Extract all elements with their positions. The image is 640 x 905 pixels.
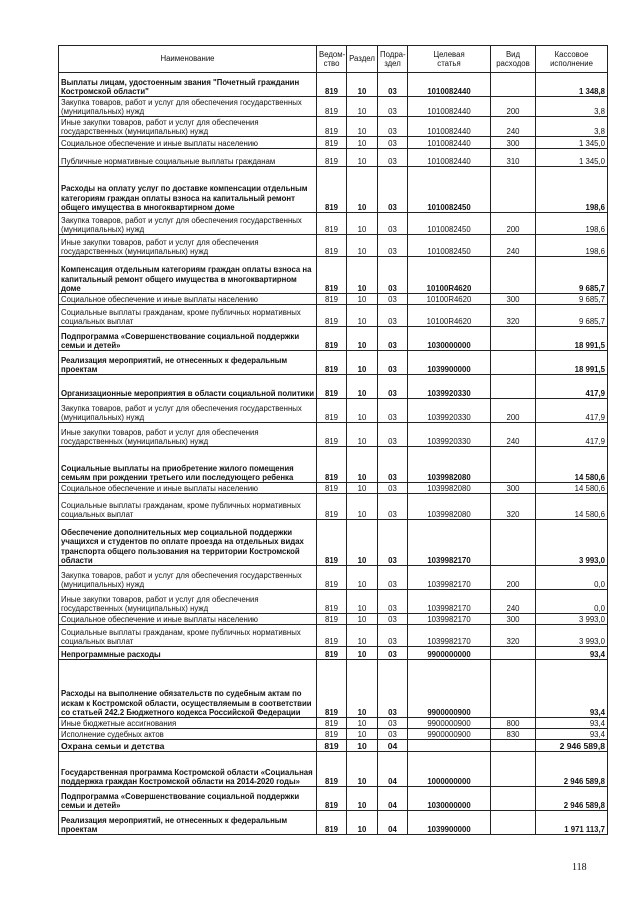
cell-podrazdel: 03: [378, 647, 408, 660]
cell-name: Иные бюджетные ассигнования: [59, 718, 317, 729]
table-row: [59, 351, 608, 375]
cell-razdel: 10: [347, 660, 378, 718]
cell-podrazdel: 03: [378, 483, 408, 494]
table-row: [59, 752, 608, 787]
cell-kass: 2 946 589,8: [536, 740, 608, 752]
header-kass: Кассовое исполнение: [536, 46, 608, 73]
cell-razdel: 10: [347, 305, 378, 327]
table-row: [59, 423, 608, 447]
cell-kass: 93,4: [536, 647, 608, 660]
cell-podrazdel: 04: [378, 740, 408, 752]
cell-podrazdel: 03: [378, 614, 408, 625]
cell-ved: 819: [317, 494, 347, 520]
cell-razdel: 10: [347, 740, 378, 752]
cell-vid: [491, 811, 536, 835]
cell-vid: [491, 327, 536, 351]
cell-name: Социальное обеспечение и иные выплаты населению: [59, 614, 317, 625]
cell-target: 1030000000: [408, 787, 491, 811]
cell-ved: 819: [317, 167, 347, 213]
cell-name: Обеспечение дополнительных мер социальной поддержки учащихся и студентов по оплате проезда на отдельных видах транспорта общего пользования на территории Костромской области: [59, 520, 317, 566]
cell-podrazdel: 03: [378, 375, 408, 399]
cell-vid: 320: [491, 625, 536, 647]
cell-name: Социальные выплаты на приобретение жилого помещения семьям при рождении третьего или последующего ребенка: [59, 447, 317, 483]
cell-razdel: 10: [347, 137, 378, 149]
cell-kass: 1 971 113,7: [536, 811, 608, 835]
cell-vid: [491, 740, 536, 752]
cell-target: 1039920330: [408, 399, 491, 423]
cell-vid: 300: [491, 614, 536, 625]
cell-kass: 9 685,7: [536, 305, 608, 327]
cell-podrazdel: 03: [378, 97, 408, 117]
header-name: Наименование: [59, 46, 317, 73]
cell-vid: 800: [491, 718, 536, 729]
cell-razdel: 10: [347, 729, 378, 740]
cell-target: 1039920330: [408, 375, 491, 399]
cell-target: 1010082450: [408, 235, 491, 257]
cell-target: 1039920330: [408, 423, 491, 447]
cell-razdel: 10: [347, 483, 378, 494]
cell-name: Иные закупки товаров, работ и услуг для обеспечения государственных (муниципальных) нужд: [59, 235, 317, 257]
cell-ved: 819: [317, 97, 347, 117]
table-row: [59, 520, 608, 566]
cell-ved: 819: [317, 117, 347, 137]
cell-target: 1010082440: [408, 149, 491, 167]
cell-vid: 300: [491, 137, 536, 149]
cell-name: Иные закупки товаров, работ и услуг для обеспечения государственных (муниципальных) нужд: [59, 590, 317, 614]
cell-ved: 819: [317, 351, 347, 375]
cell-target: 1039982170: [408, 566, 491, 590]
cell-kass: 18 991,5: [536, 327, 608, 351]
cell-kass: 417,9: [536, 375, 608, 399]
table-row: [59, 235, 608, 257]
table-body: [59, 73, 608, 835]
cell-razdel: 10: [347, 590, 378, 614]
cell-target: 1039982170: [408, 614, 491, 625]
cell-target: 1039982170: [408, 520, 491, 566]
cell-target: 1039982080: [408, 483, 491, 494]
cell-razdel: 10: [347, 149, 378, 167]
cell-razdel: 10: [347, 375, 378, 399]
cell-vid: 200: [491, 566, 536, 590]
cell-vid: 830: [491, 729, 536, 740]
cell-vid: [491, 787, 536, 811]
cell-vid: 240: [491, 117, 536, 137]
table-row: [59, 137, 608, 149]
table-row: [59, 327, 608, 351]
cell-ved: 819: [317, 235, 347, 257]
cell-name: Закупка товаров, работ и услуг для обеспечения государственных (муниципальных) нужд: [59, 97, 317, 117]
cell-razdel: 10: [347, 494, 378, 520]
cell-razdel: 10: [347, 257, 378, 294]
cell-razdel: 10: [347, 294, 378, 305]
cell-vid: [491, 447, 536, 483]
cell-kass: 14 580,6: [536, 494, 608, 520]
cell-target: 1010082450: [408, 213, 491, 235]
cell-razdel: 10: [347, 566, 378, 590]
cell-podrazdel: 03: [378, 351, 408, 375]
cell-podrazdel: 03: [378, 167, 408, 213]
cell-podrazdel: 04: [378, 811, 408, 835]
table-row: [59, 305, 608, 327]
cell-target: [408, 740, 491, 752]
cell-kass: 3,8: [536, 117, 608, 137]
cell-kass: 2 946 589,8: [536, 787, 608, 811]
table-row: [59, 494, 608, 520]
cell-name: Реализация мероприятий, не отнесенных к федеральным проектам: [59, 811, 317, 835]
cell-kass: 3 993,0: [536, 614, 608, 625]
cell-ved: 819: [317, 137, 347, 149]
cell-podrazdel: 03: [378, 660, 408, 718]
cell-podrazdel: 03: [378, 520, 408, 566]
cell-target: 1039900000: [408, 351, 491, 375]
cell-kass: 417,9: [536, 423, 608, 447]
cell-razdel: 10: [347, 423, 378, 447]
cell-razdel: 10: [347, 73, 378, 97]
cell-podrazdel: 03: [378, 149, 408, 167]
cell-ved: 819: [317, 660, 347, 718]
cell-target: 1010082440: [408, 137, 491, 149]
cell-target: 1010082440: [408, 97, 491, 117]
cell-ved: 819: [317, 566, 347, 590]
cell-razdel: 10: [347, 213, 378, 235]
table-row: [59, 483, 608, 494]
cell-vid: [491, 73, 536, 97]
cell-kass: 198,6: [536, 235, 608, 257]
table-row: [59, 566, 608, 590]
cell-name: Подпрограмма «Совершенствование социальной поддержки семьи и детей»: [59, 787, 317, 811]
table-row: [59, 213, 608, 235]
cell-ved: 819: [317, 625, 347, 647]
cell-target: 1030000000: [408, 327, 491, 351]
cell-podrazdel: 03: [378, 718, 408, 729]
table-row: [59, 787, 608, 811]
cell-podrazdel: 03: [378, 590, 408, 614]
cell-kass: 417,9: [536, 399, 608, 423]
cell-razdel: 10: [347, 625, 378, 647]
cell-name: Компенсация отдельным категориям граждан оплаты взноса на капитальный ремонт общего имущества в многоквартирном доме: [59, 257, 317, 294]
table-row: [59, 294, 608, 305]
cell-name: Социальное обеспечение и иные выплаты населению: [59, 483, 317, 494]
cell-podrazdel: 03: [378, 235, 408, 257]
cell-razdel: 10: [347, 117, 378, 137]
cell-kass: 1 348,8: [536, 73, 608, 97]
cell-ved: 819: [317, 614, 347, 625]
budget-table: [58, 45, 608, 835]
cell-kass: 1 345,0: [536, 137, 608, 149]
cell-name: Государственная программа Костромской области «Социальная поддержка граждан Костромской области на 2014-2020 годы»: [59, 752, 317, 787]
cell-ved: 819: [317, 752, 347, 787]
cell-podrazdel: 04: [378, 787, 408, 811]
cell-podrazdel: 03: [378, 305, 408, 327]
header-razdel: Раздел: [347, 46, 378, 73]
cell-target: 10100R4620: [408, 257, 491, 294]
cell-name: Расходы на оплату услуг по доставке компенсации отдельным категориям граждан оплаты взноса на капитальный ремонт общего имущества в многоквартирном доме: [59, 167, 317, 213]
cell-kass: 14 580,6: [536, 483, 608, 494]
header-podrazdel: Подра- здел: [378, 46, 408, 73]
cell-vid: [491, 520, 536, 566]
cell-vid: [491, 375, 536, 399]
cell-kass: 9 685,7: [536, 257, 608, 294]
cell-podrazdel: 03: [378, 423, 408, 447]
cell-name: Закупка товаров, работ и услуг для обеспечения государственных (муниципальных) нужд: [59, 399, 317, 423]
cell-name: Выплаты лицам, удостоенным звания "Почетный гражданин Костромской области": [59, 73, 317, 97]
cell-razdel: 10: [347, 718, 378, 729]
table-row: [59, 590, 608, 614]
cell-target: 9900000000: [408, 647, 491, 660]
cell-podrazdel: 03: [378, 117, 408, 137]
table-row: [59, 740, 608, 752]
cell-kass: 3,8: [536, 97, 608, 117]
cell-razdel: 10: [347, 327, 378, 351]
cell-vid: [491, 167, 536, 213]
cell-vid: 240: [491, 590, 536, 614]
cell-vid: [491, 351, 536, 375]
cell-vid: 240: [491, 235, 536, 257]
cell-ved: 819: [317, 213, 347, 235]
cell-ved: 819: [317, 294, 347, 305]
cell-target: 9900000900: [408, 718, 491, 729]
table-row: [59, 149, 608, 167]
table-header-row: [59, 46, 608, 73]
cell-name: Подпрограмма «Совершенствование социальной поддержки семьи и детей»: [59, 327, 317, 351]
cell-kass: 1 345,0: [536, 149, 608, 167]
cell-razdel: 10: [347, 614, 378, 625]
cell-target: 1039982080: [408, 494, 491, 520]
cell-ved: 819: [317, 257, 347, 294]
cell-target: 9900000900: [408, 729, 491, 740]
cell-vid: [491, 257, 536, 294]
cell-podrazdel: 03: [378, 447, 408, 483]
cell-ved: 819: [317, 483, 347, 494]
cell-name: Закупка товаров, работ и услуг для обеспечения государственных (муниципальных) нужд: [59, 566, 317, 590]
cell-ved: 819: [317, 647, 347, 660]
table-row: [59, 647, 608, 660]
cell-kass: 198,6: [536, 213, 608, 235]
cell-target: 1039900000: [408, 811, 491, 835]
cell-vid: 200: [491, 97, 536, 117]
cell-podrazdel: 03: [378, 213, 408, 235]
cell-name: Социальные выплаты гражданам, кроме публичных нормативных социальных выплат: [59, 494, 317, 520]
cell-kass: 0,0: [536, 590, 608, 614]
page-number: 118: [572, 862, 587, 873]
table-row: [59, 257, 608, 294]
cell-ved: 819: [317, 399, 347, 423]
cell-kass: 93,4: [536, 729, 608, 740]
cell-target: 1010082440: [408, 73, 491, 97]
cell-kass: 0,0: [536, 566, 608, 590]
table-row: [59, 625, 608, 647]
cell-name: Исполнение судебных актов: [59, 729, 317, 740]
cell-ved: 819: [317, 327, 347, 351]
cell-razdel: 10: [347, 167, 378, 213]
cell-vid: 200: [491, 213, 536, 235]
cell-name: Непрограммные расходы: [59, 647, 317, 660]
cell-target: 10100R4620: [408, 294, 491, 305]
cell-kass: 3 993,0: [536, 520, 608, 566]
cell-razdel: 10: [347, 787, 378, 811]
cell-name: Охрана семьи и детства: [59, 740, 317, 752]
cell-name: Организационные мероприятия в области социальной политики: [59, 375, 317, 399]
cell-vid: [491, 752, 536, 787]
table-row: [59, 447, 608, 483]
cell-vid: 320: [491, 494, 536, 520]
cell-target: 1010082440: [408, 117, 491, 137]
header-ved: Ведом- ство: [317, 46, 347, 73]
cell-ved: 819: [317, 149, 347, 167]
cell-razdel: 10: [347, 447, 378, 483]
cell-name: Публичные нормативные социальные выплаты гражданам: [59, 149, 317, 167]
cell-podrazdel: 03: [378, 494, 408, 520]
cell-name: Иные закупки товаров, работ и услуг для обеспечения государственных (муниципальных) нужд: [59, 117, 317, 137]
cell-target: 1010082450: [408, 167, 491, 213]
cell-podrazdel: 03: [378, 327, 408, 351]
cell-ved: 819: [317, 73, 347, 97]
cell-razdel: 10: [347, 351, 378, 375]
cell-target: 1000000000: [408, 752, 491, 787]
table-row: [59, 73, 608, 97]
cell-ved: 819: [317, 787, 347, 811]
cell-kass: 18 991,5: [536, 351, 608, 375]
cell-kass: 3 993,0: [536, 625, 608, 647]
cell-kass: 9 685,7: [536, 294, 608, 305]
cell-ved: 819: [317, 811, 347, 835]
cell-vid: 300: [491, 294, 536, 305]
table-row: [59, 399, 608, 423]
table-row: [59, 375, 608, 399]
cell-name: Реализация мероприятий, не отнесенных к федеральным проектам: [59, 351, 317, 375]
cell-target: 10100R4620: [408, 305, 491, 327]
table-row: [59, 167, 608, 213]
cell-name: Социальные выплаты гражданам, кроме публичных нормативных социальных выплат: [59, 625, 317, 647]
table-row: [59, 729, 608, 740]
cell-name: Закупка товаров, работ и услуг для обеспечения государственных (муниципальных) нужд: [59, 213, 317, 235]
cell-razdel: 10: [347, 811, 378, 835]
cell-target: 1039982170: [408, 590, 491, 614]
cell-ved: 819: [317, 740, 347, 752]
table-row: [59, 660, 608, 718]
cell-vid: [491, 647, 536, 660]
cell-kass: 2 946 589,8: [536, 752, 608, 787]
cell-kass: 93,4: [536, 660, 608, 718]
cell-vid: 320: [491, 305, 536, 327]
table-row: [59, 97, 608, 117]
cell-ved: 819: [317, 447, 347, 483]
cell-podrazdel: 03: [378, 566, 408, 590]
cell-podrazdel: 03: [378, 137, 408, 149]
cell-podrazdel: 03: [378, 625, 408, 647]
table-row: [59, 718, 608, 729]
cell-kass: 93,4: [536, 718, 608, 729]
cell-podrazdel: 04: [378, 752, 408, 787]
cell-podrazdel: 03: [378, 729, 408, 740]
cell-ved: 819: [317, 729, 347, 740]
cell-name: Иные закупки товаров, работ и услуг для обеспечения государственных (муниципальных) нужд: [59, 423, 317, 447]
cell-podrazdel: 03: [378, 257, 408, 294]
cell-ved: 819: [317, 718, 347, 729]
cell-name: Социальные выплаты гражданам, кроме публичных нормативных социальных выплат: [59, 305, 317, 327]
header-target: Целевая статья: [408, 46, 491, 73]
cell-vid: 200: [491, 399, 536, 423]
cell-razdel: 10: [347, 752, 378, 787]
cell-razdel: 10: [347, 97, 378, 117]
cell-vid: 300: [491, 483, 536, 494]
table-row: [59, 811, 608, 835]
header-vid: Вид расходов: [491, 46, 536, 73]
cell-ved: 819: [317, 375, 347, 399]
cell-razdel: 10: [347, 520, 378, 566]
table-row: [59, 117, 608, 137]
cell-ved: 819: [317, 590, 347, 614]
cell-razdel: 10: [347, 399, 378, 423]
cell-ved: 819: [317, 305, 347, 327]
cell-kass: 14 580,6: [536, 447, 608, 483]
cell-ved: 819: [317, 423, 347, 447]
cell-target: 1039982170: [408, 625, 491, 647]
cell-target: 1039982080: [408, 447, 491, 483]
cell-podrazdel: 03: [378, 294, 408, 305]
cell-vid: 240: [491, 423, 536, 447]
cell-razdel: 10: [347, 647, 378, 660]
cell-vid: [491, 660, 536, 718]
cell-name: Социальное обеспечение и иные выплаты населению: [59, 137, 317, 149]
cell-podrazdel: 03: [378, 399, 408, 423]
cell-target: 9900000900: [408, 660, 491, 718]
cell-name: Расходы на выполнение обязательств по судебным актам по искам к Костромской области, осуществляемым в соответствии со статьей 242.2 Бюджетного кодекса Российской Федерации: [59, 660, 317, 718]
cell-kass: 198,6: [536, 167, 608, 213]
cell-razdel: 10: [347, 235, 378, 257]
cell-name: Социальное обеспечение и иные выплаты населению: [59, 294, 317, 305]
cell-vid: 310: [491, 149, 536, 167]
cell-podrazdel: 03: [378, 73, 408, 97]
cell-ved: 819: [317, 520, 347, 566]
table-row: [59, 614, 608, 625]
